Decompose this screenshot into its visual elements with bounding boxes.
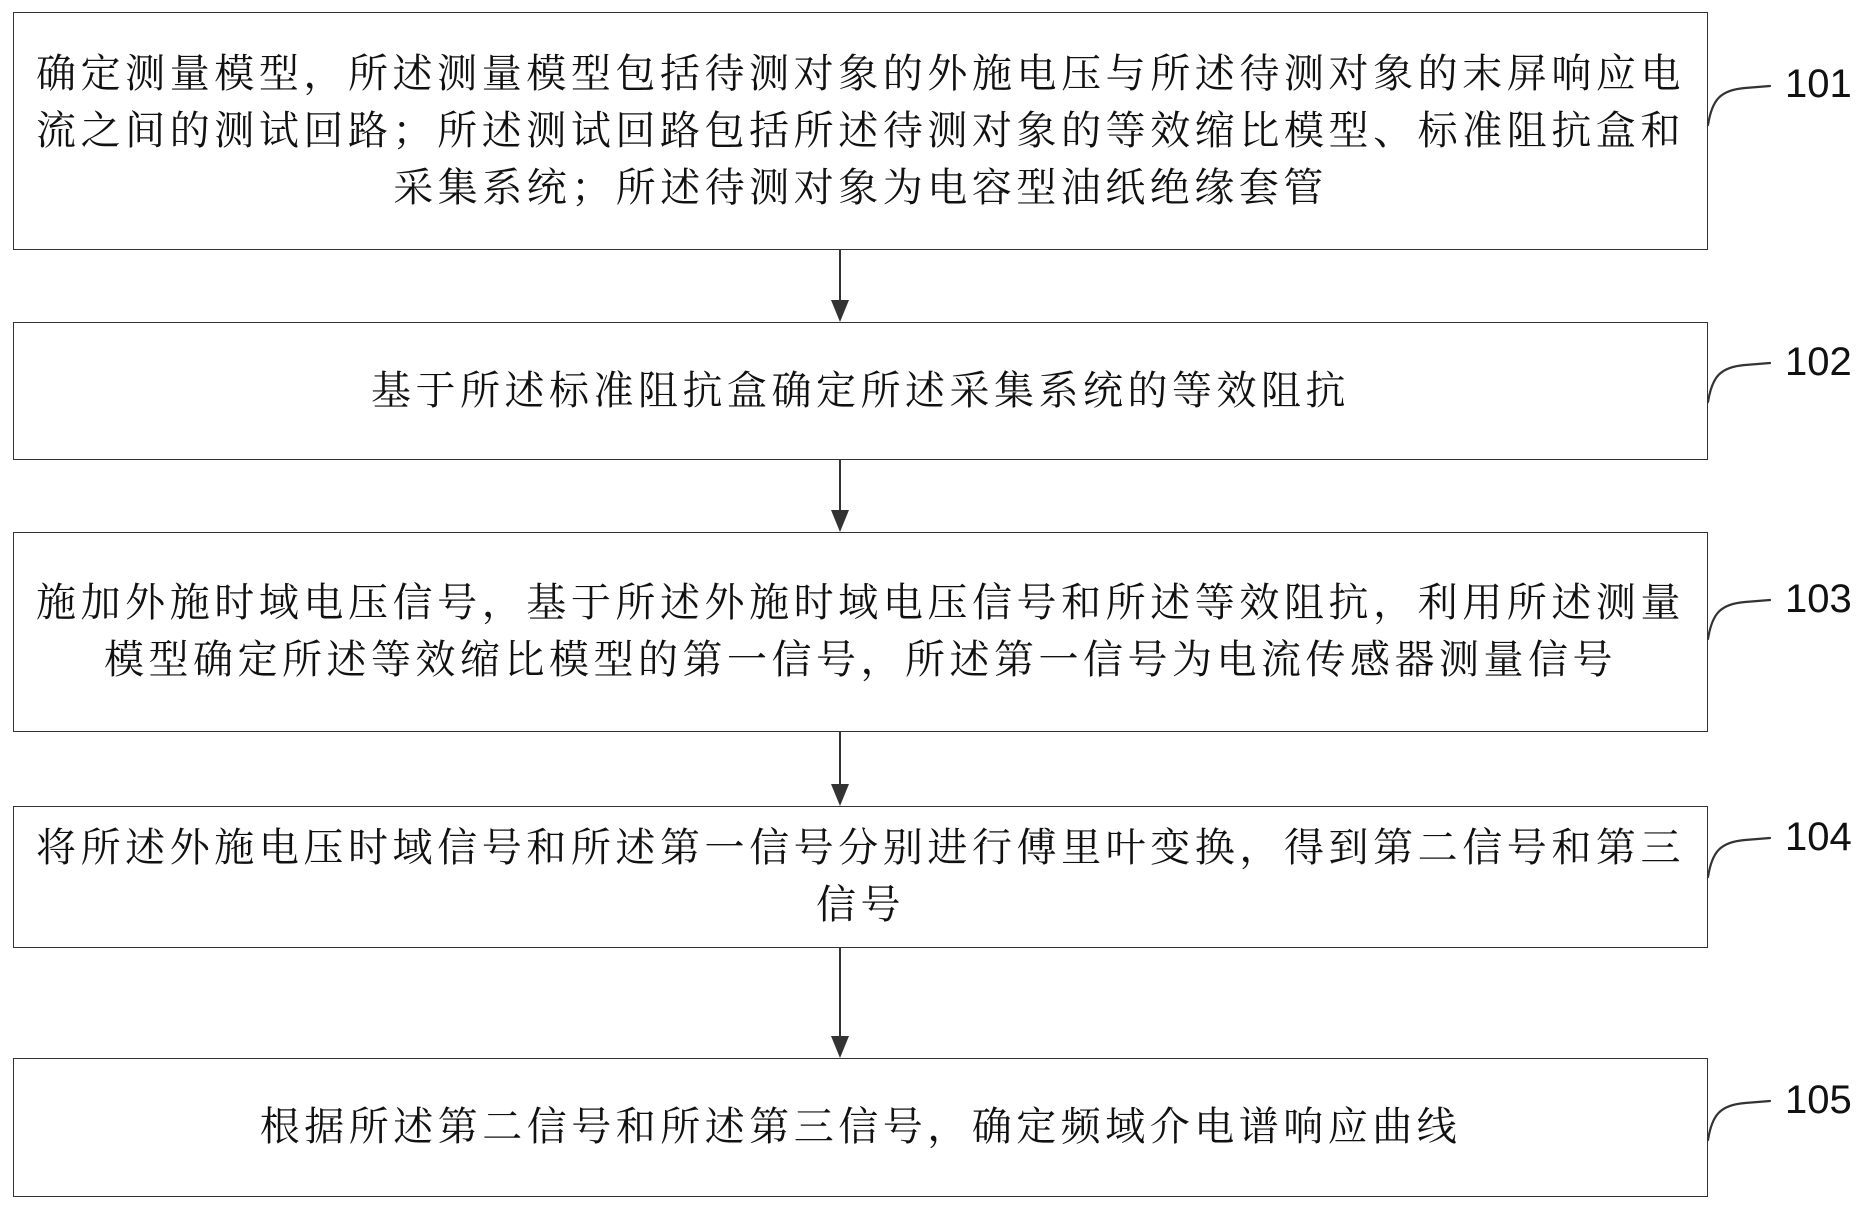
- leader-curve-101: [1708, 86, 1770, 125]
- step-text-101: 确定测量模型，所述测量模型包括待测对象的外施电压与所述待测对象的末屏响应电流之间的测试回路；所述测试回路包括所述待测对象的等效缩比模型、标准阻抗盒和采集系统；所述待测对象为电容型油纸绝缘套管: [36, 50, 1685, 211]
- step-box-103: [13, 532, 1708, 732]
- step-text-103: 施加外施时域电压信号，基于所述外施时域电压信号和所述等效阻抗，利用所述测量模型确定所述等效缩比模型的第一信号，所述第一信号为电流传感器测量信号: [36, 580, 1685, 683]
- leader-curve-103: [1708, 600, 1770, 639]
- step-label-104: 104: [1785, 815, 1852, 859]
- step-label-105: 105: [1785, 1078, 1852, 1122]
- arrowhead-105: [831, 1036, 849, 1058]
- arrowhead-103: [831, 510, 849, 532]
- step-box-105: [13, 1058, 1708, 1197]
- step-box-104: [13, 806, 1708, 948]
- leader-curve-102: [1708, 363, 1770, 402]
- step-text-102: 基于所述标准阻抗盒确定所述采集系统的等效阻抗: [371, 367, 1350, 414]
- step-label-101: 101: [1785, 62, 1852, 106]
- step-text-105: 根据所述第二信号和所述第三信号，确定频域介电谱响应曲线: [259, 1104, 1462, 1150]
- arrowhead-102: [831, 300, 849, 322]
- step-box-101: [13, 12, 1708, 250]
- step-text-104: 将所述外施电压时域信号和所述第一信号分别进行傅里叶变换，得到第二信号和第三信号: [36, 825, 1685, 928]
- leader-curve-105: [1708, 1101, 1770, 1140]
- step-label-103: 103: [1785, 577, 1852, 621]
- step-label-102: 102: [1785, 340, 1852, 384]
- leader-curve-104: [1708, 838, 1770, 877]
- step-box-102: [13, 322, 1708, 460]
- arrowhead-104: [831, 784, 849, 806]
